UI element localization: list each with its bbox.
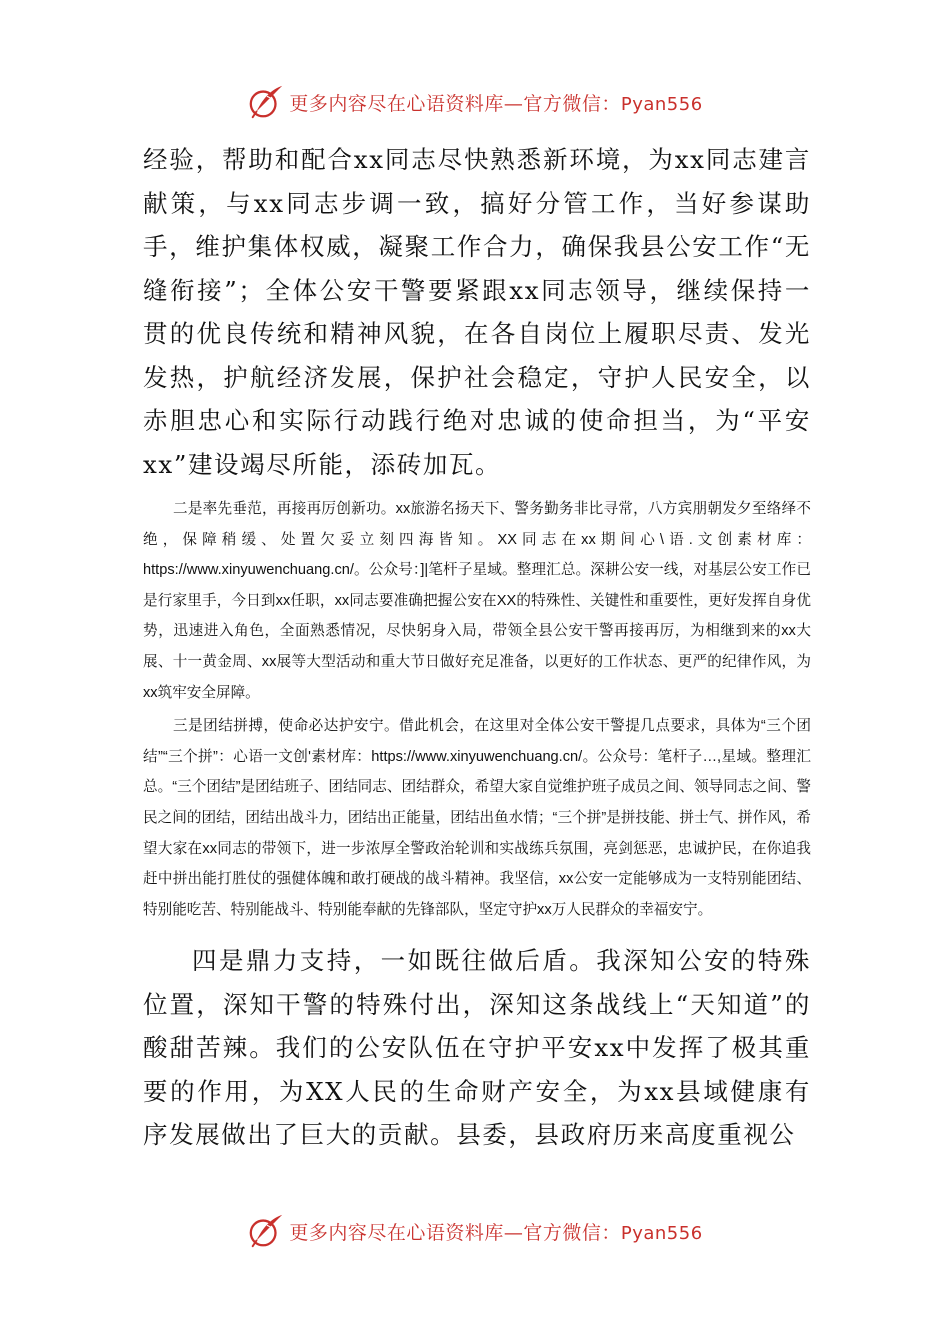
paragraph-continuation: 经验，帮助和配合xx同志尽快熟悉新环境，为xx同志建言献策，与xx同志步调一致，搞好分管工作，当好参谋助手，维护集体权威，凝聚工作合力，确保我县公安工作“无缝衔接”；全体公安干警要紧跟xx同志领导，继续保持一贯的优良传统和精神风貌，在各自岗位上履职尽责、发光发热，护航经济发展，保护社会稳定，守护人民安全，以赤胆忠心和实际行动践行绝对忠诚的使命担当，为“平安xx”建设竭尽所能，添砖加瓦。 [143,145,811,479]
header-watermark-banner [0,82,950,122]
footer-wechat-id: Pyan556 [620,1222,703,1244]
header-banner-label: 更多内容尽在心语资料库—官方微信： [289,92,621,115]
quill-pen-logo-icon [247,83,285,121]
footer-watermark-banner [0,1211,950,1251]
paragraph-point-two: 二是率先垂范，再接再厉创新功。xx旅游名扬天下、警务勤务非比寻常，八方宾朋朝发夕至络绎不绝，保障稍缓、处置欠妥立刻四海皆知。XX同志在xx期间心\语.文创素材库：https://www.xinyuwenchuang.cn/。公众号：]|笔杆子星域。整理汇总。深耕公安一线，对基层公安工作已是行家里手，今日到xx任职，xx同志要准确把握公安在XX的特殊性、关键性和重要性，更好发挥自身优势，迅速进入角色，全面熟悉情况，尽快躬身入局，带领全县公安干警再接再厉，为相继到来的xx大展、十一黄金周、xx展等大型活动和重大节日做好充足准备，以更好的工作状态、更严的纪律作风，为xx筑牢安全屏障。 [143,501,811,701]
paragraph-point-four: 四是鼎力支持，一如既往做后盾。我深知公安的特殊位置，深知干警的特殊付出，深知这条战线上“天知道”的酸甜苦辣。我们的公安队伍在守护平安xx中发挥了极其重要的作用，为XX人民的生命财产安全，为xx县域健康有序发展做出了巨大的贡献。县委，县政府历来高度重视公 [143,946,811,1150]
footer-banner-text [289,1218,702,1245]
header-banner-text [289,89,702,116]
header-wechat-id: Pyan556 [620,93,703,115]
document-body [143,138,811,1157]
paragraph-point-three: 三是团结拼搏，使命必达护安宁。借此机会，在这里对全体公安干警提几点要求，具体为“三个团结”“三个拼”：心语一文创'素材库：https://www.xinyuwenchuang.cn/。公众号：笔杆子…,星域。整理汇总。“三个团结”是团结班子、团结同志、团结群众，希望大家自觉维护班子成员之间、领导同志之间、警民之间的团结，团结出战斗力，团结出正能量，团结出鱼水情；“三个拼”是拼技能、拼士气、拼作风，希望大家在xx同志的带领下，进一步浓厚全警政治轮训和实战练兵氛围，亮剑惩恶，忠诚护民，在你追我赶中拼出能打胜仗的强健体魄和敢打硬战的战斗精神。我坚信，xx公安一定能够成为一支特别能团结、特别能吃苦、特别能战斗、特别能奉献的先锋部队，坚定守护xx万人民群众的幸福安宁。 [143,718,811,918]
footer-banner-label: 更多内容尽在心语资料库—官方微信： [289,1221,621,1244]
quill-pen-logo-icon [247,1212,285,1250]
